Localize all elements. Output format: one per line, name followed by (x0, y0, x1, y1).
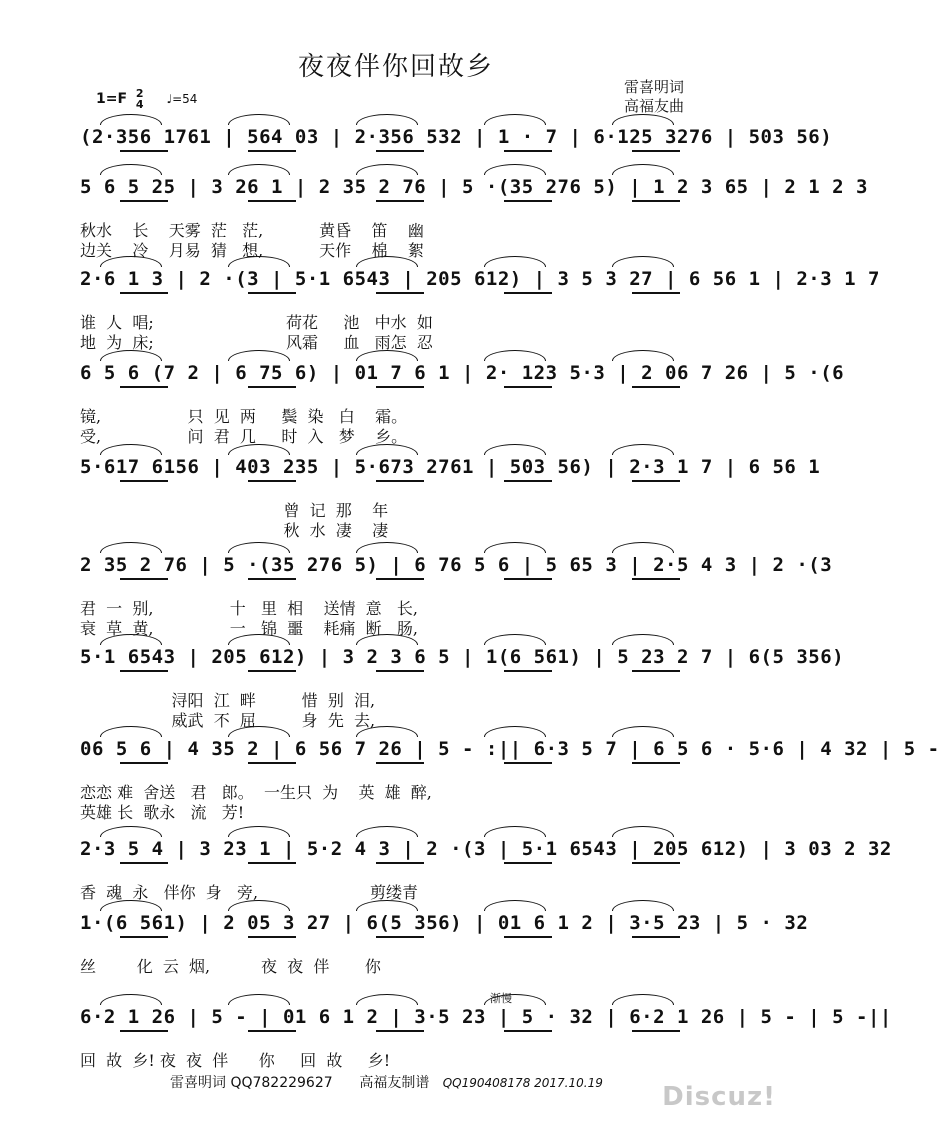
staff-line (80, 732, 940, 772)
lyric-line: 英雄 长 歌永 流 芳! (80, 803, 245, 822)
lyric-line: 谁 人 唱; 荷花 池 中水 如 (80, 313, 433, 332)
lyricist: 雷喜明词 (624, 78, 685, 96)
slur (228, 114, 290, 125)
slur (356, 994, 418, 1005)
beam-underline (120, 762, 168, 764)
beam-underline (632, 150, 680, 152)
slur (228, 542, 290, 553)
beam-underline (248, 200, 296, 202)
beam-underline (632, 1030, 680, 1032)
beam-underline (376, 862, 424, 864)
notes: 2·6 1 3 | 2 ·(3 | 5·1 6543 | 205 612) | 3 5 3 27 | 6 56 1 | 2·3 1 7 (80, 268, 880, 290)
beam-underline (376, 578, 424, 580)
beam-underline (248, 670, 296, 672)
beam-underline (376, 936, 424, 938)
lyric-line: 恋恋 难 舍送 君 郎。 一生只 为 英 雄 醉, (80, 783, 432, 802)
lyric-line: 衰 草 黄, 一 锦 噩 耗痛 断 肠, (80, 619, 419, 638)
staff-line (80, 356, 845, 396)
beam-underline (248, 762, 296, 764)
beam-underline (632, 480, 680, 482)
lyric-line: 地 为 床; 风霜 血 雨怎 忍 (80, 333, 433, 352)
beam-underline (376, 762, 424, 764)
beam-underline (504, 670, 552, 672)
beam-underline (632, 762, 680, 764)
beam-underline (248, 386, 296, 388)
lyric-line: 丝 化 云 烟, 夜 夜 伴 你 (80, 957, 381, 976)
notes: 2 35 2 76 | 5 ·(35 276 5) | 6 76 5 6 | 5 65 3 | 2·5 4 3 | 2 ·(3 (80, 554, 833, 576)
beam-underline (248, 578, 296, 580)
beam-underline (504, 1030, 552, 1032)
notes: 06 5 6 | 4 35 2 | 6 56 7 26 | 5 - :|| 6·3 5 7 | 6 5 6 · 5·6 | 4 32 | 5 - (80, 738, 940, 760)
slur (612, 542, 674, 553)
notes: 5·617 6156 | 403 235 | 5·673 2761 | 503 56) | 2·3 1 7 | 6 56 1 (80, 456, 821, 478)
footer-mid: 高福友制谱 (359, 1075, 430, 1091)
beam-underline (632, 200, 680, 202)
slur (484, 826, 546, 837)
beam-underline (504, 200, 552, 202)
beam-underline (376, 386, 424, 388)
slur (228, 826, 290, 837)
lyric-line: 曾 记 那 年 (80, 501, 389, 520)
lyric-line: 威武 不 屈 身 先 去, (80, 711, 376, 730)
beam-underline (504, 762, 552, 764)
lyric-line: 回 故 乡! 夜 夜 伴 你 回 故 乡! (80, 1051, 391, 1070)
time-signature: 2 4 (135, 87, 144, 111)
slur (484, 114, 546, 125)
slur (100, 542, 162, 553)
staff-line (80, 640, 845, 680)
beam-underline (120, 200, 168, 202)
key-label: 1=F (96, 91, 128, 107)
slur (356, 114, 418, 125)
slur (356, 826, 418, 837)
slur (228, 994, 290, 1005)
staff-line (80, 1000, 892, 1040)
watermark: Discuz! (662, 1082, 776, 1112)
beam-underline (248, 1030, 296, 1032)
beam-underline (504, 150, 552, 152)
lyric-line: 秋 水 凄 凄 (80, 521, 389, 540)
page-title: 夜夜伴你回故乡 (297, 52, 494, 82)
credits (624, 78, 684, 116)
beam-underline (504, 292, 552, 294)
staff-line (80, 262, 880, 302)
beam-underline (376, 200, 424, 202)
ritardando-mark: 渐慢 (490, 992, 512, 1005)
beam-underline (120, 480, 168, 482)
beam-underline (248, 936, 296, 938)
notes: 5·1 6543 | 205 612) | 3 2 3 6 5 | 1(6 561) | 5 23 2 7 | 6(5 356) (80, 646, 845, 668)
slur (356, 542, 418, 553)
footer-left: 雷喜明词 QQ782229627 (170, 1075, 333, 1091)
beam-underline (248, 480, 296, 482)
slur (484, 542, 546, 553)
slur (612, 994, 674, 1005)
beam-underline (504, 862, 552, 864)
beam-underline (120, 292, 168, 294)
slur (100, 164, 162, 175)
notes: 5 6 5 25 | 3 26 1 | 2 35 2 76 | 5 ·(35 276 5) | 1 2 3 65 | 2 1 2 3 (80, 176, 868, 198)
beam-underline (120, 1030, 168, 1032)
slur (356, 164, 418, 175)
beam-underline (632, 670, 680, 672)
notes: 6 5 6 (7 2 | 6 75 6) | 01 7 6 1 | 2· 123 5·3 | 2 06 7 26 | 5 ·(6 (80, 362, 845, 384)
beam-underline (120, 578, 168, 580)
tempo-mark: ♩=54 (166, 92, 198, 106)
beam-underline (120, 670, 168, 672)
beam-underline (120, 386, 168, 388)
lyric-line: 边关 冷 月易 猜 想, 天作 棉 絮 (80, 241, 424, 260)
slur (100, 114, 162, 125)
beam-underline (120, 936, 168, 938)
notes: 2·3 5 4 | 3 23 1 | 5·2 4 3 | 2 ·(3 | 5·1 6543 | 205 612) | 3 03 2 32 (80, 838, 892, 860)
staff-line (80, 170, 868, 210)
notes: (2·356 1761 | 564 03 | 2·356 532 | 1 · 7 | 6·125 3276 | 503 56) (80, 126, 833, 148)
staff-line (80, 120, 833, 160)
beam-underline (504, 936, 552, 938)
slur (100, 826, 162, 837)
beam-underline (376, 480, 424, 482)
beam-underline (632, 578, 680, 580)
composer: 高福友曲 (624, 97, 685, 115)
staff-line (80, 548, 833, 588)
slur (228, 164, 290, 175)
beam-underline (248, 292, 296, 294)
staff-line (80, 906, 809, 946)
staff-line (80, 450, 821, 490)
beam-underline (376, 150, 424, 152)
beam-underline (120, 862, 168, 864)
beam-underline (376, 1030, 424, 1032)
beam-underline (504, 386, 552, 388)
key-signature (96, 88, 197, 110)
lyric-line: 香 魂 永 伴你 身 旁, 剪缕青 (80, 883, 419, 902)
beam-underline (632, 386, 680, 388)
lyric-line: 君 一 别, 十 里 相 送情 意 长, (80, 599, 419, 618)
beam-underline (504, 578, 552, 580)
notes: 6·2 1 26 | 5 - | 01 6 1 2 | 3·5 23 | 5 · 32 | 6·2 1 26 | 5 - | 5 -|| (80, 1006, 892, 1028)
lyric-line: 镜, 只 见 两 鬓 染 白 霜。 (80, 407, 408, 426)
lyric-line: 受, 问 君 几 时 入 梦 乡。 (80, 427, 408, 446)
slur (612, 826, 674, 837)
notes: 1·(6 561) | 2 05 3 27 | 6(5 356) | 01 6 1 2 | 3·5 23 | 5 · 32 (80, 912, 809, 934)
beam-underline (504, 480, 552, 482)
beam-underline (376, 292, 424, 294)
beam-underline (248, 862, 296, 864)
beam-underline (376, 670, 424, 672)
beam-underline (120, 150, 168, 152)
lyric-line: 浔阳 江 畔 惜 别 泪, (80, 691, 376, 710)
beam-underline (632, 936, 680, 938)
footer-right: QQ190408178 2017.10.19 (442, 1076, 603, 1090)
beam-underline (632, 862, 680, 864)
slur (612, 164, 674, 175)
lyric-line: 秋水 长 天雾 茫 茫, 黄昏 笛 幽 (80, 221, 424, 240)
staff-line (80, 832, 892, 872)
footer (170, 1072, 603, 1092)
beam-underline (632, 292, 680, 294)
slur (100, 994, 162, 1005)
slur (484, 164, 546, 175)
beam-underline (248, 150, 296, 152)
